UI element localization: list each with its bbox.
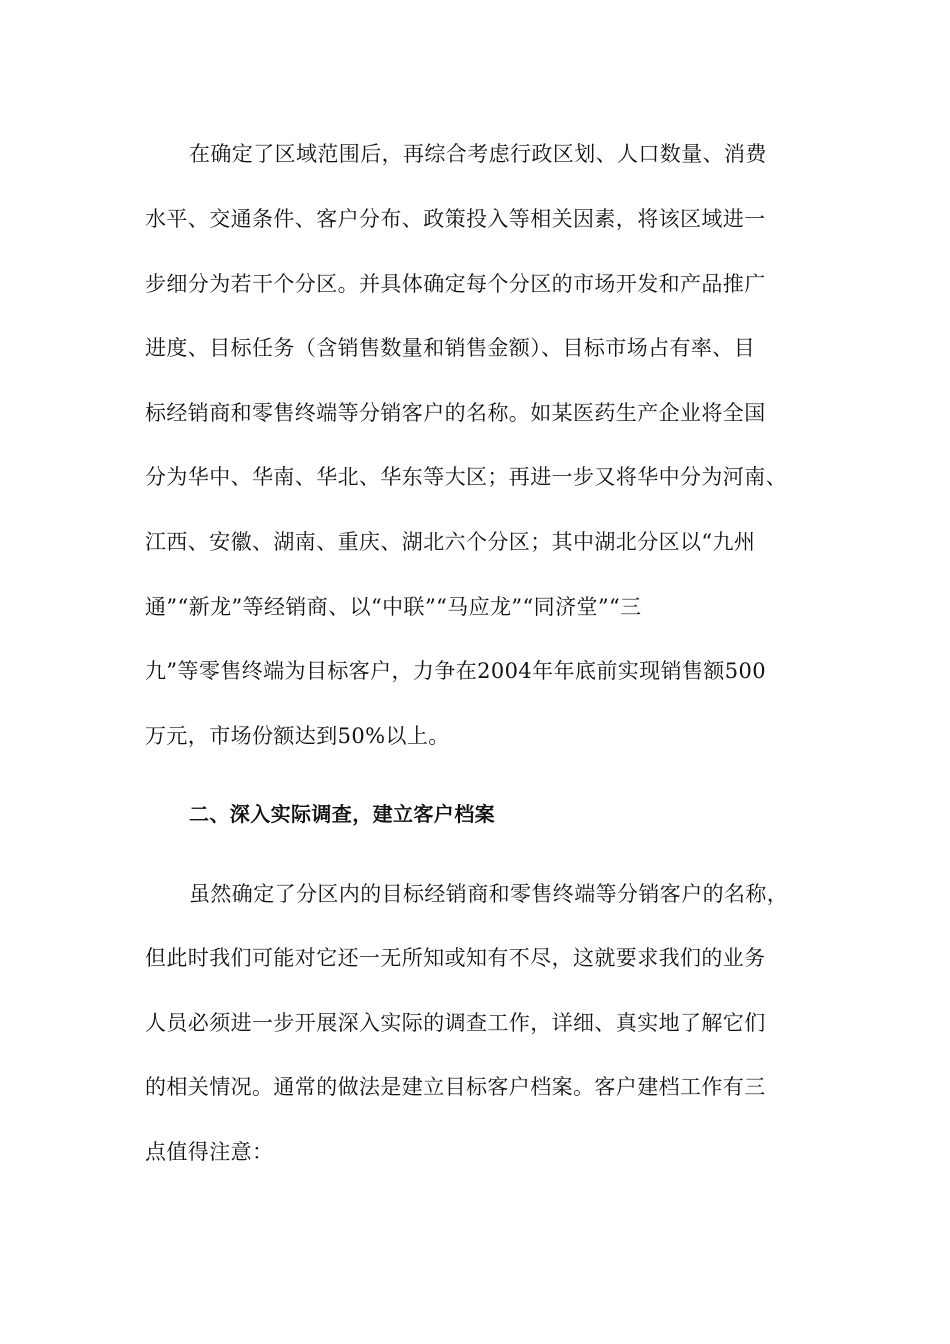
paragraph-1-line-3: 步细分为若干个分区。并具体确定每个分区的市场开发和产品推广 [145, 272, 766, 296]
paragraph-1-line-2: 水平、交通条件、客户分布、政策投入等相关因素，将该区域进一 [145, 207, 766, 231]
section-heading: 二、深入实际调查，建立客户档案 [189, 802, 495, 826]
paragraph-2-line-3: 人员必须进一步开展深入实际的调查工作，详细、真实地了解它们 [145, 1011, 766, 1035]
paragraph-1-line-5: 标经销商和零售终端等分销客户的名称。如某医药生产企业将全国 [145, 401, 766, 425]
paragraph-2-line-5: 点值得注意： [145, 1140, 274, 1164]
paragraph-1-line-6: 分为华中、华南、华北、华东等大区；再进一步又将华中分为河南、 [145, 465, 787, 489]
paragraph-1-line-1: 在确定了区域范围后，再综合考虑行政区划、人口数量、消费 [189, 142, 767, 166]
paragraph-1-line-10: 万元，市场份额达到50%以上。 [145, 724, 450, 748]
paragraph-1-line-7: 江西、安徽、湖南、重庆、湖北六个分区；其中湖北分区以“九州 [145, 530, 756, 554]
paragraph-1-line-8: 通”“新龙”等经销商、以“中联”“马应龙”“同济堂”“三 [145, 595, 642, 619]
paragraph-2-line-4: 的相关情况。通常的做法是建立目标客户档案。客户建档工作有三 [145, 1075, 766, 1099]
paragraph-2-line-2: 但此时我们可能对它还一无所知或知有不尽，这就要求我们的业务 [145, 946, 766, 970]
paragraph-1-line-9: 九”等零售终端为目标客户，力争在2004年年底前实现销售额500 [145, 659, 767, 683]
paragraph-2-line-1: 虽然确定了分区内的目标经销商和零售终端等分销客户的名称， [189, 882, 789, 906]
paragraph-1-line-4: 进度、目标任务（含销售数量和销售金额）、目标市场占有率、目 [145, 336, 756, 360]
